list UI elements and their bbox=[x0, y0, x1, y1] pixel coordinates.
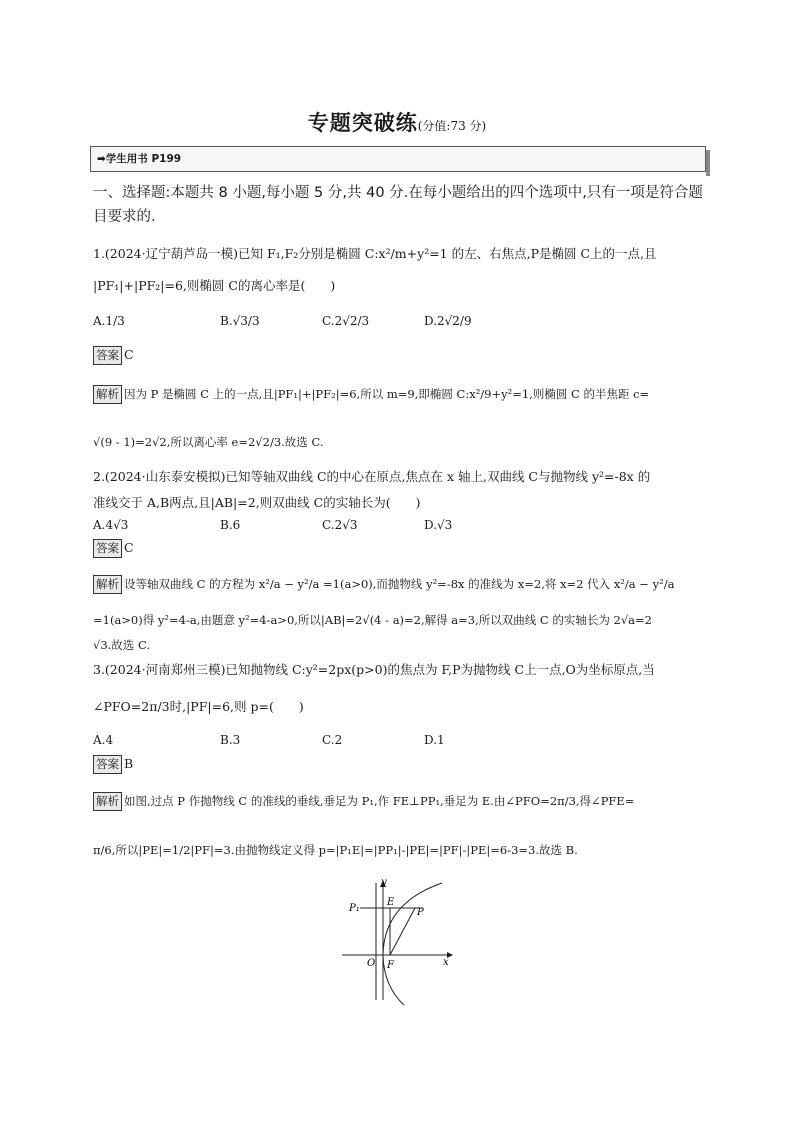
label-y: y bbox=[381, 877, 387, 888]
q1-line2: |PF₁|+|PF₂|=6,则椭圆 C的离心率是( ) bbox=[93, 278, 336, 293]
section-heading: 一、选择题:本题共 8 小题,每小题 5 分,共 40 分.在每小题给出的四个选项中,只有一项是符合题目要求的. bbox=[93, 185, 703, 225]
q3-line1: 3.(2024·河南郑州三模)已知抛物线 C:y²=2px(p>0)的焦点为 F,P为抛物线 C上一点,O为坐标原点,当 bbox=[93, 662, 655, 677]
q3-analysis-text1: 如图,过点 P 作抛物线 C 的准线的垂线,垂足为 P₁,作 FE⊥PP₁,垂足为 E.由∠PFO=2π/3,得∠PFE= bbox=[124, 794, 635, 808]
q3-answer bbox=[93, 755, 133, 774]
label-o: O bbox=[367, 958, 376, 969]
q2-analysis-line1 bbox=[93, 575, 705, 594]
answer-label: 答案 bbox=[93, 539, 122, 558]
q3-analysis-line2: π/6,所以|PE|=1/2|PF|=3.由抛物线定义得 p=|P₁E|=|PP₁|-|PE|=|PF|-|PE|=6-3=3.故选 B. bbox=[93, 843, 578, 857]
student-book-banner: ➡学生用书 P199 bbox=[90, 146, 706, 172]
label-p1: P₁ bbox=[349, 903, 360, 914]
q3-answer-value: B bbox=[124, 756, 134, 771]
label-e: E bbox=[387, 897, 395, 908]
label-p: P bbox=[417, 907, 424, 918]
q2-answer-value: C bbox=[124, 540, 134, 555]
q3-option-b: B.3 bbox=[220, 733, 241, 747]
page-title bbox=[0, 107, 794, 137]
title-main: 专题突破练 bbox=[307, 111, 418, 135]
segment-f-p bbox=[390, 908, 415, 955]
q3-line2: ∠PFO=2π/3时,|PF|=6,则 p=( ) bbox=[93, 699, 304, 714]
answer-label: 答案 bbox=[93, 755, 122, 774]
q1-answer bbox=[93, 346, 134, 365]
analysis-label: 解析 bbox=[93, 792, 122, 811]
parabola-figure bbox=[337, 875, 457, 1005]
q2-analysis-line3: √3.故选 C. bbox=[93, 638, 150, 652]
q1-answer-value: C bbox=[124, 347, 134, 362]
q2-option-a: A.4√3 bbox=[93, 518, 129, 532]
q2-line2: 准线交于 A,B两点,且|AB|=2,则双曲线 C的实轴长为( ) bbox=[93, 495, 421, 510]
q3-option-c: C.2 bbox=[322, 733, 343, 747]
label-f: F bbox=[387, 960, 394, 971]
q2-option-d: D.√3 bbox=[424, 518, 453, 532]
analysis-label: 解析 bbox=[93, 385, 122, 404]
q1-option-b: B.√3/3 bbox=[220, 314, 260, 328]
answer-label: 答案 bbox=[93, 346, 122, 365]
q2-option-b: B.6 bbox=[220, 518, 241, 532]
q2-analysis-text1: 设等轴双曲线 C 的方程为 x²/a − y²/a =1(a>0),而抛物线 y²=-8x 的准线为 x=2,将 x=2 代入 x²/a − y²/a bbox=[124, 577, 675, 591]
q1-line1: 1.(2024·辽宁葫芦岛一模)已知 F₁,F₂分别是椭圆 C:x²/m+y²=1 的左、右焦点,P是椭圆 C上的一点,且 bbox=[93, 246, 657, 261]
q2-analysis-line2: =1(a>0)得 y²=4-a,由题意 y²=4-a>0,所以|AB|=2√(4 - a)=2,解得 a=3,所以双曲线 C 的实轴长为 2√a=2 bbox=[93, 613, 652, 627]
q1-analysis-line1 bbox=[93, 385, 705, 404]
label-x: x bbox=[443, 957, 449, 968]
q3-option-d: D.1 bbox=[424, 733, 445, 747]
q1-analysis-line2: √(9 - 1)=2√2,所以离心率 e=2√2/3.故选 C. bbox=[93, 435, 324, 449]
q1-option-d: D.2√2/9 bbox=[424, 314, 472, 328]
q2-answer bbox=[93, 539, 134, 558]
q1-option-c: C.2√2/3 bbox=[322, 314, 370, 328]
q1-option-a: A.1/3 bbox=[93, 314, 125, 328]
q1-analysis-text1: 因为 P 是椭圆 C 上的一点,且|PF₁|+|PF₂|=6,所以 m=9,即椭圆 C:x²/9+y²=1,则椭圆 C 的半焦距 c= bbox=[124, 387, 650, 401]
title-score: (分值:73 分) bbox=[417, 119, 487, 133]
q3-analysis-line1 bbox=[93, 792, 705, 811]
q3-option-a: A.4 bbox=[93, 733, 114, 747]
q2-line1: 2.(2024·山东泰安模拟)已知等轴双曲线 C的中心在原点,焦点在 x 轴上,双曲线 C与抛物线 y²=-8x 的 bbox=[93, 469, 651, 484]
q2-option-c: C.2√3 bbox=[322, 518, 358, 532]
analysis-label: 解析 bbox=[93, 575, 122, 594]
